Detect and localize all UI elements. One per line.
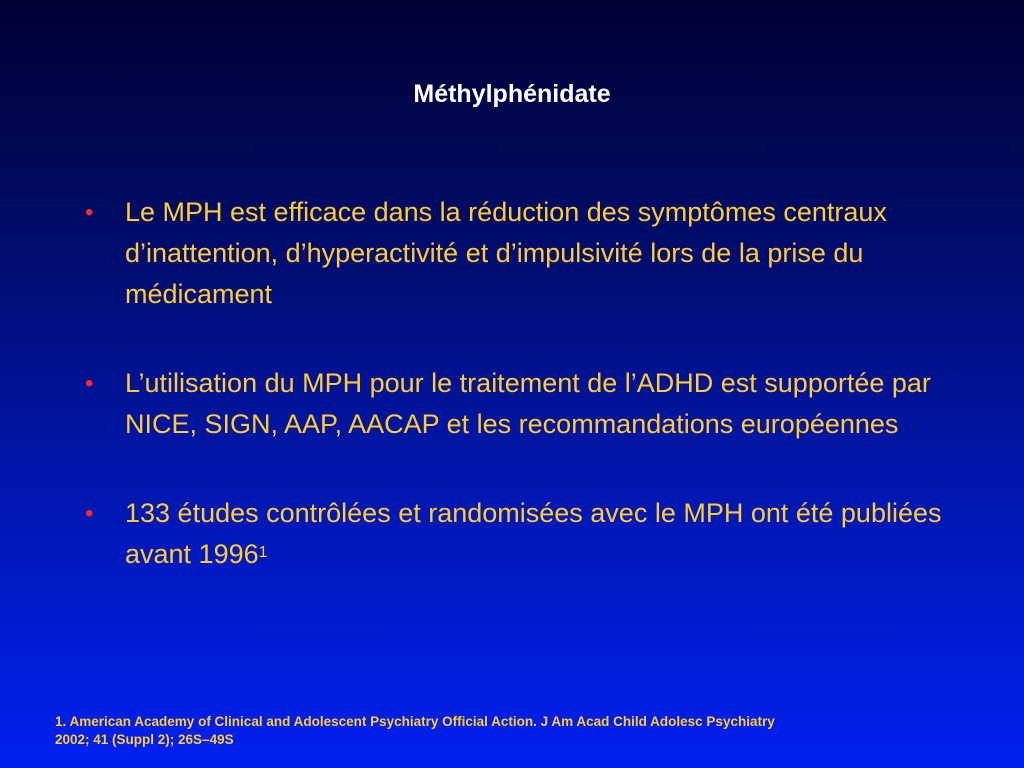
bullet-item: [85, 493, 945, 575]
bullet-icon: •: [85, 370, 94, 397]
bullet-item: [85, 192, 945, 315]
footnote-line: 1. American Academy of Clinical and Adolescent Psychiatry Official Action. J Am Acad Child Adolesc Psychiatry: [55, 714, 775, 729]
bullet-icon: •: [85, 500, 94, 527]
bullet-icon: •: [85, 199, 94, 226]
slide-title: Méthylphénidate: [413, 80, 611, 108]
footnote: [55, 713, 995, 749]
bullet-text: 133 études contrôlées et randomisées avec le MPH ont été publiées avant 1996: [125, 498, 942, 569]
bullet-text: Le MPH est efficace dans la réduction des symptômes centraux d’inattention, d’hyperactivité et d’impulsivité lors de la prise du médicament: [125, 197, 887, 309]
bullet-text: L’utilisation du MPH pour le traitement de l’ADHD est supportée par NICE, SIGN, AAP, AACAP et les recommandations européennes: [125, 368, 931, 439]
footnote-reference: 1: [258, 544, 268, 561]
bullet-list: [85, 192, 945, 623]
footnote-line: 2002; 41 (Suppl 2); 26S–49S: [55, 732, 234, 747]
bullet-item: [85, 363, 945, 445]
